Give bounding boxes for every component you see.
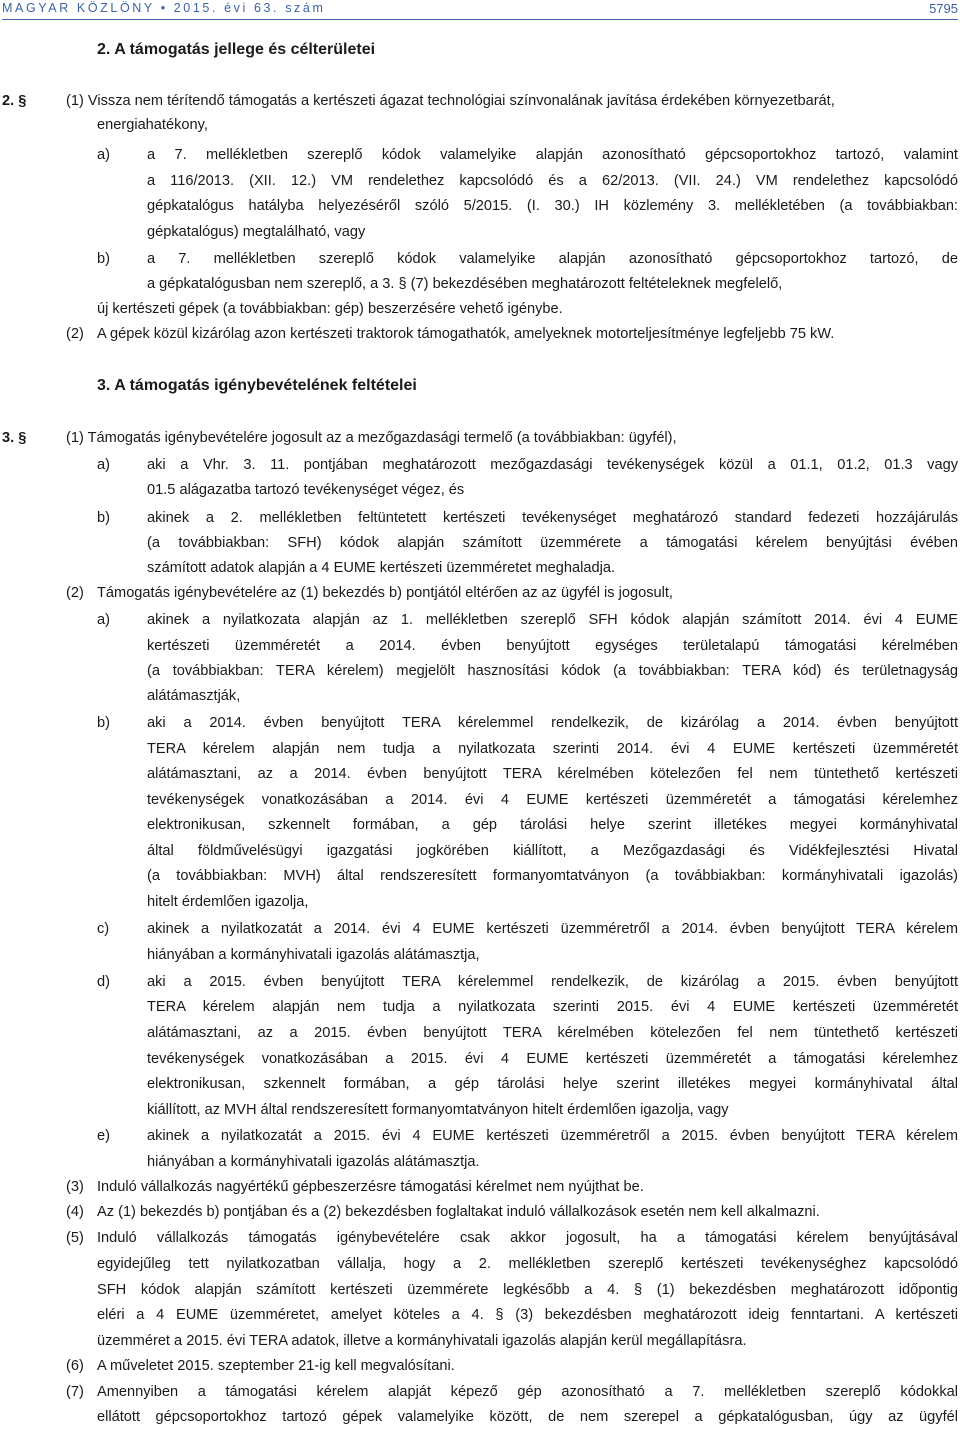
text-line: energiahatékony, [97, 117, 208, 133]
text-line: Az (1) bekezdés b) pontjában és a (2) bekezdésben foglaltakat induló vállalkozások esetén nem kell alkalmazni. [97, 1204, 820, 1220]
text-line: akinek a nyilatkozatát a 2015. évi 4 EUME kertészeti üzemméretről a 2015. évben benyújtott TERA kérelem [147, 1128, 958, 1144]
text-line: SFH kódok alapján számított kertészeti üzemmérete legkésőbb a 4. § (1) bekezdésben meghatározott időpontig [97, 1282, 958, 1298]
text-line: eléri a 4 EUME üzemméretet, amelyet köteles a 4. § (3) bekezdésben meghatározott ideig fenntartani. A kertészeti [97, 1307, 958, 1323]
text-line: TERA kérelem alapján nem tudja a nyilatkozata szerinti 2014. évi 4 EUME kertészeti üzemméretét [147, 741, 958, 757]
text-line: a 7. mellékletben szereplő kódok valamelyike alapján azonosítható gépcsoportokhoz tartozó, valamint [147, 147, 958, 163]
text-line: Amennyiben a támogatási kérelem alapját képező gép azonosítható a 7. mellékletben szereplő kódokkal [97, 1384, 958, 1400]
text-line: elektronikusan, szkennelt formában, a gép tárolási helye szerint illetékes megyei kormányhivatal [147, 817, 958, 833]
text-line: gépkatalógus) megtalálható, vagy [147, 224, 366, 240]
text-line: Induló vállalkozás nagyértékű gépbeszerzésre támogatási kérelmet nem nyújthat be. [97, 1179, 644, 1195]
text-line: által földművelésügyi igazgatási jogkörében kiállított, a Mezőgazdasági és Vidékfejlesztési Hivatal [147, 843, 958, 859]
item-label: a) [97, 612, 110, 628]
text-line: tevékenységek vonatkozásában a 2014. évi 4 EUME kertészeti üzemméretét a támogatási kérelemhez [147, 792, 958, 808]
paragraph-number: 2. § [2, 93, 27, 109]
text-line: új kertészeti gépek (a továbbiakban: gép) beszerzésére vehető igénybe. [97, 301, 563, 317]
subsection-label: (4) [66, 1204, 84, 1220]
item-label: b) [97, 510, 110, 526]
item-label: b) [97, 715, 110, 731]
paragraph-number: 3. § [2, 430, 27, 446]
text-line: alátámasztják, [147, 688, 241, 704]
item-label: b) [97, 251, 110, 267]
text-line: alátámasztani, az a 2015. évben benyújtott TERA kérelmében kötelezően fel nem tüntethető kertészeti [147, 1025, 958, 1041]
subsection-label: (7) [66, 1384, 84, 1400]
text-line: elektronikusan, szkennelt formában, a gép tárolási helye szerint illetékes megyei kormányhivatal által [147, 1076, 958, 1092]
text-line: (a továbbiakban: MVH) által rendszeresített formanyomtatványon (a továbbiakban: kormányhivatali igazolás) [147, 868, 958, 884]
item-label: d) [97, 974, 110, 990]
text-line: aki a 2015. évben benyújtott TERA kérelemmel rendelkezik, de kizárólag a 2015. évben benyújtott [147, 974, 958, 990]
item-label: a) [97, 147, 110, 163]
text-line: akinek a nyilatkozata alapján az 1. mellékletben szereplő SFH kódok alapján számított 2014. évi 4 EUME [147, 612, 958, 628]
text-line: Induló vállalkozás támogatás igénybevételére csak akkor jogosult, ha a támogatási kérelem benyújtásával [97, 1230, 958, 1246]
text-line: hiányában a kormányhivatali igazolás alátámasztja. [147, 1154, 480, 1170]
page-header [2, 0, 958, 18]
text-line: számított adatok alapján a 4 EUME kertészeti üzemméretet meghaladja. [147, 560, 616, 576]
item-label: e) [97, 1128, 110, 1144]
text-line: TERA kérelem alapján nem tudja a nyilatkozata szerinti 2015. évi 4 EUME kertészeti üzemméretét [147, 999, 958, 1015]
subsection-label: (5) [66, 1230, 84, 1246]
text-line: aki a 2014. évben benyújtott TERA kérelemmel rendelkezik, de kizárólag a 2014. évben benyújtott [147, 715, 958, 731]
text-line: a 7. mellékletben szereplő kódok valamelyike alapján azonosítható gépcsoportokhoz tartozó, de [147, 251, 958, 267]
subsection-label: (2) [66, 585, 84, 601]
text-line: a gépkatalógusban nem szereplő, a 3. § (7) bekezdésében meghatározott feltételeknek megfelelő, [147, 276, 783, 292]
text-line: gépkatalógus hatályba helyezéséről szóló 5/2015. (I. 30.) IH közlemény 3. mellékletében (a továbbiakban: [147, 198, 958, 214]
subsection-label: (3) [66, 1179, 84, 1195]
section-title: 2. A támogatás jellege és célterületei [97, 41, 376, 58]
header-rule [2, 19, 958, 20]
text-line: hitelt érdemlően igazolja, [147, 894, 309, 910]
text-line: akinek a 2. mellékletben feltüntetett kertészeti tevékenységet meghatározó standard fedezeti hozzájárulás [147, 510, 958, 526]
subsection-label: (6) [66, 1358, 84, 1374]
journal-title: MAGYAR KÖZLÖNY • 2015. évi 63. szám [2, 1, 326, 15]
subsection-label: (2) [66, 326, 84, 342]
item-label: a) [97, 457, 110, 473]
section-title: 3. A támogatás igénybevételének feltételei [97, 377, 417, 394]
page-number: 5795 [929, 1, 958, 16]
text-line: akinek a nyilatkozatát a 2014. évi 4 EUME kertészeti üzemméretről a 2014. évben benyújtott TERA kérelem [147, 921, 958, 937]
text-line: alátámasztani, az a 2014. évben benyújtott TERA kérelmében kötelezően fel nem tüntethető kertészeti [147, 766, 958, 782]
text-line: egyidejűleg tett nyilatkozatban vállalja, hogy a 2. mellékletben szereplő kertészeti tevékenységhez kapcsolódó [97, 1256, 958, 1272]
text-line: Támogatás igénybevételére az (1) bekezdés b) pontjától eltérően az az ügyfél is jogosult, [97, 585, 673, 601]
text-line: (1) Vissza nem térítendő támogatás a kertészeti ágazat technológiai színvonalának javítása érdekében környezetbarát, [66, 93, 835, 109]
text-line: hiányában a kormányhivatali igazolás alátámasztja, [147, 947, 480, 963]
text-line: a 116/2013. (XII. 12.) VM rendelethez kapcsolódó és a 62/2013. (VII. 24.) VM rendelethez kapcsolódó [147, 173, 958, 189]
text-line: (1) Támogatás igénybevételére jogosult az a mezőgazdasági termelő (a továbbiakban: ügyfél), [66, 430, 677, 446]
text-line: (a továbbiakban: SFH) kódok alapján számított üzemmérete a támogatási kérelem benyújtási évében [147, 535, 958, 551]
text-line: kiállított, az MVH által rendszeresített formanyomtatványon hitelt érdemlően igazolja, vagy [147, 1102, 729, 1118]
text-line: A műveletet 2015. szeptember 21-ig kell megvalósítani. [97, 1358, 455, 1374]
text-line: ellátott gépcsoportokhoz tartozó gépek valamelyike között, de nem szerepel a gépkatalógusban, úgy az ügyfél [97, 1409, 958, 1425]
text-line: aki a Vhr. 3. 11. pontjában meghatározott mezőgazdasági tevékenységek közül a 01.1, 01.2, 01.3 vagy [147, 457, 958, 473]
item-label: c) [97, 921, 110, 937]
text-line: (a továbbiakban: TERA kérelem) megjelölt hasznosítási kódok (a továbbiakban: TERA kód) és területnagyság [147, 663, 958, 679]
text-line: üzemméret a 2015. évi TERA adatok, illetve a kormányhivatali igazolás alapján kerül megállapításra. [97, 1333, 747, 1349]
text-line: A gépek közül kizárólag azon kertészeti traktorok támogathatók, amelyeknek motorteljesítménye legfeljebb 75 kW. [97, 326, 835, 342]
text-line: 01.5 alágazatba tartozó tevékenységet végez, és [147, 482, 465, 498]
text-line: kertészeti üzemméretét a 2014. évben benyújtott egységes területalapú támogatási kérelmében [147, 638, 958, 654]
text-line: tevékenységek vonatkozásában a 2015. évi 4 EUME kertészeti üzemméretét a támogatási kérelemhez [147, 1051, 958, 1067]
